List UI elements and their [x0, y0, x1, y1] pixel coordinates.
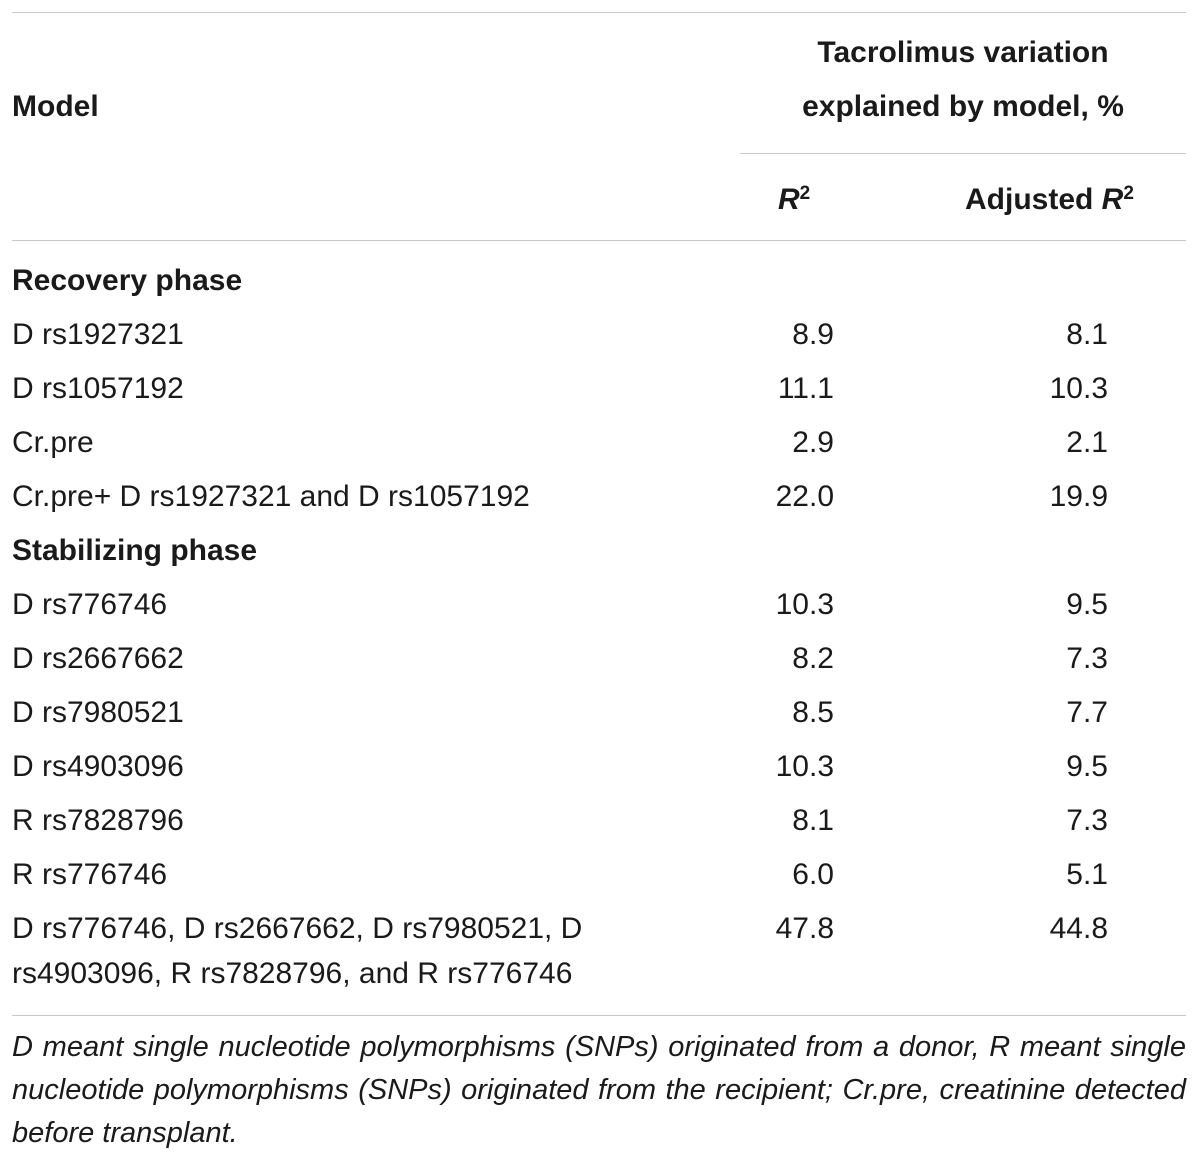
table-cell-adjusted-r2: 7.3 [1066, 804, 1108, 837]
column-header-adjusted-r2 [965, 182, 1134, 218]
table-cell-adjusted-r2: 10.3 [1049, 372, 1108, 405]
column-group-header-line1: Tacrolimus variation [817, 36, 1109, 69]
table-cell-r2: 22.0 [775, 480, 834, 513]
table-bottom-rule [12, 1015, 1186, 1016]
table-cell-adjusted-r2: 19.9 [1049, 480, 1108, 513]
top-rule [12, 12, 1186, 13]
table-row-model-line1: D rs776746, D rs2667662, D rs7980521, D [12, 912, 583, 945]
table-row-model: R rs776746 [12, 858, 168, 891]
table-row-model-line2: rs4903096, R rs7828796, and R rs776746 [12, 957, 573, 990]
table-cell-adjusted-r2: 9.5 [1066, 750, 1108, 783]
adjusted-r2-variable: R [1101, 183, 1124, 216]
adjusted-prefix: Adjusted [965, 183, 1102, 216]
r2-superscript: 2 [799, 183, 811, 204]
column-header-r2 [778, 182, 810, 218]
adjusted-r2-superscript: 2 [1123, 183, 1134, 204]
table-row-model: D rs1927321 [12, 318, 184, 351]
table-cell-r2: 2.9 [792, 426, 834, 459]
r2-variable: R [778, 183, 800, 216]
table-cell-r2: 10.3 [775, 588, 834, 621]
table-footnote: D meant single nucleotide polymorphisms (SNPs) originated from a donor, R meant single nucleotide polymorphisms (SNPs) originated from the recipient; Cr.pre, creatinine detected before transplant. [12, 1031, 1186, 1149]
table-cell-r2: 10.3 [775, 750, 834, 783]
table-cell-r2: 8.9 [792, 318, 834, 351]
table-row-model: D rs776746 [12, 588, 168, 621]
table-cell-adjusted-r2: 7.3 [1066, 642, 1108, 675]
table-row-model: R rs7828796 [12, 804, 184, 837]
table-cell-adjusted-r2: 44.8 [1049, 912, 1108, 945]
table-row-model: Cr.pre+ D rs1927321 and D rs1057192 [12, 480, 530, 513]
table-cell-adjusted-r2: 9.5 [1066, 588, 1108, 621]
table-cell-adjusted-r2: 2.1 [1066, 426, 1108, 459]
table-cell-r2: 11.1 [777, 372, 834, 405]
table-cell-r2: 8.1 [792, 804, 834, 837]
header-bottom-rule [12, 240, 1186, 241]
table-cell-r2: 8.5 [792, 696, 834, 729]
table-cell-r2: 47.8 [775, 912, 834, 945]
section-title-recovery: Recovery phase [12, 264, 243, 297]
table-cell-adjusted-r2: 7.7 [1066, 696, 1108, 729]
table-cell-r2: 6.0 [792, 858, 834, 891]
table-cell-adjusted-r2: 8.1 [1066, 318, 1108, 351]
table-cell-r2: 8.2 [792, 642, 834, 675]
table-row-model: D rs7980521 [12, 696, 184, 729]
table-row-model: D rs2667662 [12, 642, 184, 675]
table-row-model: Cr.pre [12, 426, 94, 459]
table-row-model: D rs4903096 [12, 750, 184, 783]
column-header-model: Model [12, 90, 99, 123]
table-cell-adjusted-r2: 5.1 [1066, 858, 1108, 891]
column-group-header-line2: explained by model, % [802, 90, 1124, 123]
group-header-rule [740, 153, 1186, 154]
table-row-model: D rs1057192 [12, 372, 184, 405]
section-title-stabilizing: Stabilizing phase [12, 534, 258, 567]
